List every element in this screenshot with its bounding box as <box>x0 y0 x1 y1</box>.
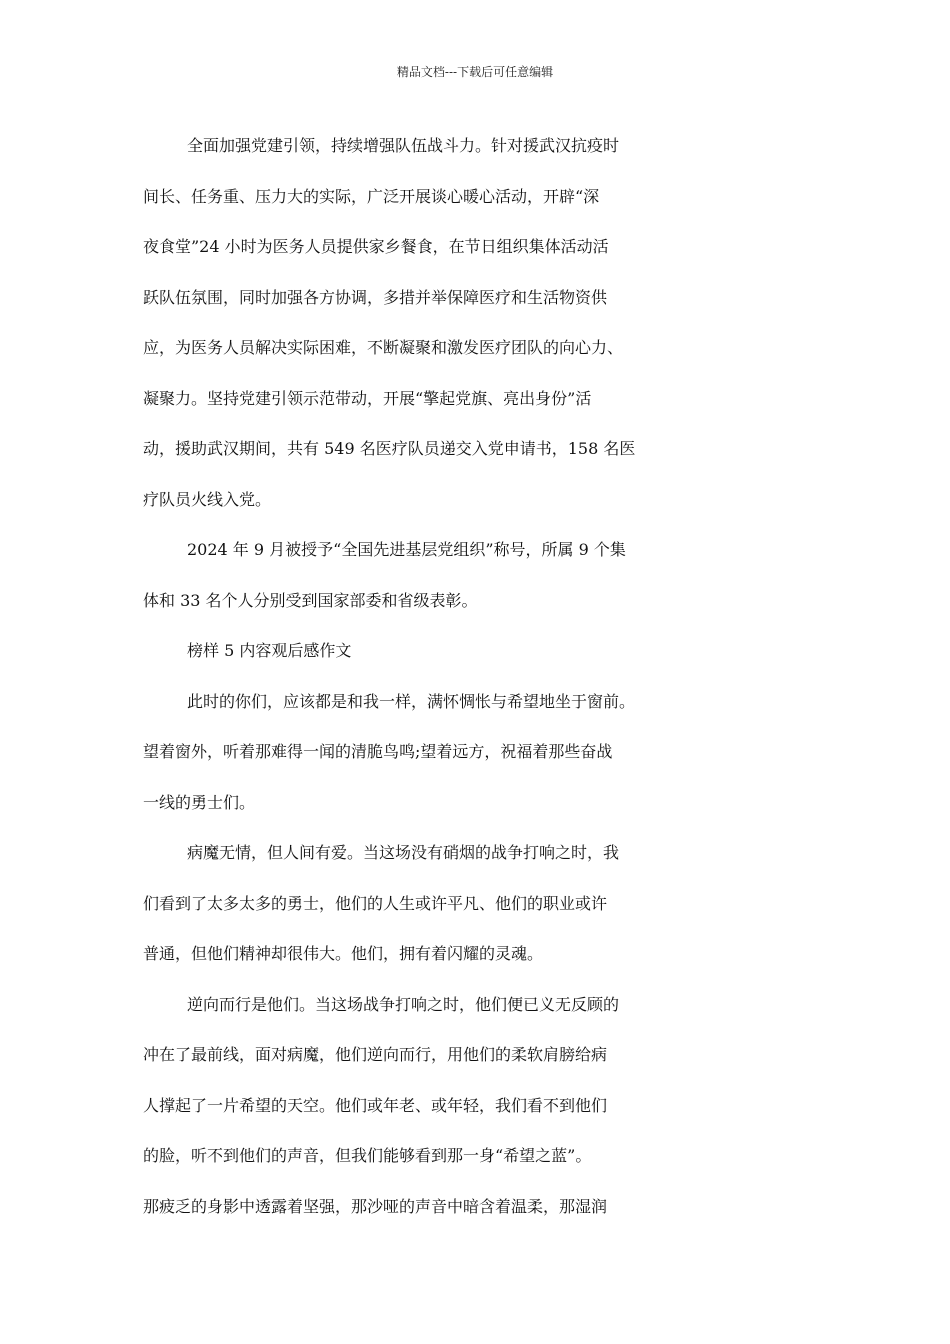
paragraph <box>143 840 829 992</box>
text-line: 全面加强党建引领，持续增强队伍战斗力。针对援武汉抗疫时 <box>187 136 620 155</box>
text-line: 冲在了最前线，面对病魔，他们逆向而行，用他们的柔软肩膀给病 <box>143 1045 608 1064</box>
page-header: 精品文档---下载后可任意编辑 <box>396 65 554 79</box>
paragraph <box>143 992 829 1245</box>
text-line: 们看到了太多太多的勇士，他们的人生或许平凡、他们的职业或许 <box>143 893 608 913</box>
text-line: 体和 33 名个人分别受到国家部委和省级表彰。 <box>143 590 478 610</box>
text-line: 夜食堂”24 小时为医务人员提供家乡餐食，在节日组织集体活动活 <box>143 237 609 256</box>
text-line: 跃队伍氛围，同时加强各方协调，多措并举保障医疗和生活物资供 <box>143 287 608 307</box>
text-line: 凝聚力。坚持党建引领示范带动，开展“擎起党旗、亮出身份”活 <box>143 388 592 408</box>
section-title <box>143 638 829 689</box>
text-line: 逆向而行是他们。当这场战争打响之时，他们便已义无反顾的 <box>187 994 620 1014</box>
text-line: 动，援助武汉期间，共有 549 名医疗队员递交入党申请书，158 名医 <box>143 439 636 458</box>
text-line: 病魔无情，但人间有爱。当这场没有硝烟的战争打响之时，我 <box>187 843 620 862</box>
text-line: 的脸，听不到他们的声音，但我们能够看到那一身“希望之蓝”。 <box>143 1146 592 1165</box>
document-body <box>143 133 829 1244</box>
text-line: 那疲乏的身影中透露着坚强，那沙哑的声音中暗含着温柔，那湿润 <box>143 1196 608 1216</box>
text-line: 应，为医务人员解决实际困难，不断凝聚和激发医疗团队的向心力、 <box>143 338 624 357</box>
text-line: 疗队员火线入党。 <box>143 489 272 509</box>
text-line: 普通，但他们精神却很伟大。他们，拥有着闪耀的灵魂。 <box>143 944 544 963</box>
text-line: 2024 年 9 月被授予“全国先进基层党组织”称号，所属 9 个集 <box>187 540 626 559</box>
text-line: 间长、任务重、压力大的实际，广泛开展谈心暖心活动，开辟“深 <box>143 186 600 206</box>
text-line: 一线的勇士们。 <box>143 792 256 812</box>
paragraph <box>143 537 829 638</box>
paragraph <box>143 689 829 841</box>
text-line: 此时的你们，应该都是和我一样，满怀惆怅与希望地坐于窗前。 <box>187 691 636 711</box>
text-line: 人撑起了一片希望的天空。他们或年老、或年轻，我们看不到他们 <box>143 1095 608 1115</box>
text-line: 榜样 5 内容观后感作文 <box>187 641 352 660</box>
paragraph <box>143 133 829 537</box>
text-line: 望着窗外，听着那难得一闻的清脆鸟鸣;望着远方，祝福着那些奋战 <box>143 742 613 761</box>
